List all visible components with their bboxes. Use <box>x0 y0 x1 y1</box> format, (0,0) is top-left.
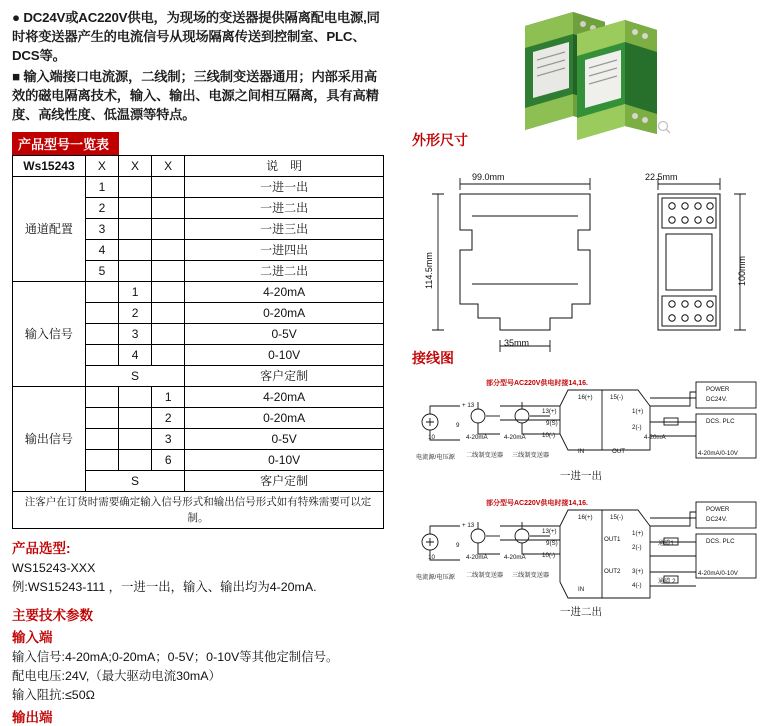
wiring2-source-label: 电流源/电压源 <box>416 574 455 581</box>
selection-heading: 产品选型: <box>12 541 71 556</box>
blank-cell <box>152 282 185 303</box>
blank-cell <box>119 408 152 429</box>
blank-cell <box>85 303 118 324</box>
blank-cell <box>119 240 152 261</box>
product-photo <box>485 4 685 144</box>
header-x3: X <box>152 156 185 177</box>
header-model: Ws15243 <box>13 156 86 177</box>
group-label-output: 输出信号 <box>13 387 86 492</box>
code-cell: 3 <box>152 429 185 450</box>
desc-cell: 二进二出 <box>185 261 384 282</box>
dim-label-width: 99.0mm <box>472 172 505 182</box>
blank-cell <box>152 345 185 366</box>
specs-input-body <box>12 648 400 704</box>
wiring1-term-9: 9(S) <box>546 420 558 427</box>
wiring2-power-value: DC24V. <box>706 516 728 523</box>
desc-cell: 一进三出 <box>185 219 384 240</box>
wiring2-term-9: 9(S) <box>546 540 558 547</box>
wiring2-term-15: 15(-) <box>610 514 624 521</box>
blank-cell <box>152 198 185 219</box>
wiring1-ma: 4-20mA <box>466 434 488 441</box>
selection-body <box>12 559 400 596</box>
selection-line-2: 例:WS15243-111 ，一进一出，输入、输出均为4-20mA. <box>12 580 317 594</box>
wiring2-term-13: 13(+) <box>542 528 557 535</box>
code-cell-s-input: S <box>85 366 184 387</box>
wiring2-term-4: 4(-) <box>632 582 642 589</box>
table-row <box>13 177 384 198</box>
wiring1-out-signal: 4-20mA/0-10V <box>698 450 738 457</box>
blank-cell <box>152 219 185 240</box>
blank-cell <box>119 387 152 408</box>
blank-cell <box>152 177 185 198</box>
dim-label-height-right: 100mm <box>737 255 747 286</box>
code-cell: 1 <box>152 387 185 408</box>
wiring1-pin13: + 13 <box>462 402 475 409</box>
blank-cell <box>119 198 152 219</box>
model-table-title: 产品型号一览表 <box>12 132 119 155</box>
wiring1-power-label: POWER <box>706 386 730 393</box>
specs-input-title: 输入端 <box>12 630 53 645</box>
code-cell: 3 <box>85 219 118 240</box>
intro-paragraph-1: ● DC24V或AC220V供电，为现场的变送器提供隔离配电电源,同时将变送器产生的电流信号从现场隔离传送到控制室、PLC、DCS等。 <box>12 10 380 63</box>
blank-cell <box>85 387 118 408</box>
desc-cell: 一进二出 <box>185 198 384 219</box>
wiring2-term-1: 1(+) <box>632 530 644 537</box>
wiring1-pin10: 10 <box>428 434 435 441</box>
blank-cell <box>119 450 152 471</box>
group-label-channel: 通道配置 <box>13 177 86 282</box>
wiring1-term-13: 13(+) <box>542 408 557 415</box>
code-cell: 2 <box>85 198 118 219</box>
table-row <box>13 282 384 303</box>
blank-cell <box>85 429 118 450</box>
wiring2-power-label: POWER <box>706 506 730 513</box>
wiring2-ma: 4-20mA <box>466 554 488 561</box>
wiring2-out-signal: 4-20mA/0-10V <box>698 570 738 577</box>
product-photo-svg <box>485 4 685 144</box>
dimensions-drawing <box>400 154 773 369</box>
desc-cell: 客户定制 <box>185 366 384 387</box>
wiring2-in-label: IN <box>578 586 585 593</box>
wiring1-in-label: IN <box>578 448 585 455</box>
wiring2-channel2: 通道 2 <box>658 578 676 585</box>
wiring2-dcs-label: DCS. PLC <box>706 538 735 545</box>
intro-paragraph-2: ■ 输入端接口电流源，二线制；三线制变送器通用；内部采用高效的磁电隔离技术，输入、输出、电源之间相互隔离，具有高精度、高线性度、低温漂等特点。 <box>12 69 379 122</box>
blank-cell <box>85 282 118 303</box>
wiring1-term-15: 15(-) <box>610 394 624 401</box>
group-label-input: 输入信号 <box>13 282 86 387</box>
right-column <box>400 0 773 635</box>
wiring1-out-label: OUT <box>612 448 626 455</box>
code-cell: 4 <box>119 345 152 366</box>
wiring-section <box>400 348 773 637</box>
dim-label-height-left: 114.5mm <box>424 252 434 289</box>
wiring2-red-note: 部分型号AC220V供电时接14,16. <box>486 500 588 507</box>
wiring1-term-1: 1(+) <box>632 408 644 415</box>
wiring2-three-wire: 三线制变送器 <box>512 572 550 579</box>
code-cell: 5 <box>85 261 118 282</box>
table-row <box>13 387 384 408</box>
table-note: 注客户在订货时需要确定输入信号形式和输出信号形式如有特殊需要可以定制。 <box>13 492 384 529</box>
wiring2-pin10: 10 <box>428 554 435 561</box>
wiring1-source-label: 电流源/电压源 <box>416 454 455 461</box>
blank-cell <box>85 345 118 366</box>
blank-cell <box>152 261 185 282</box>
desc-cell: 0-5V <box>185 324 384 345</box>
wiring-canvas <box>400 372 773 637</box>
code-cell: 6 <box>152 450 185 471</box>
desc-cell: 客户定制 <box>185 471 384 492</box>
table-header-row <box>13 156 384 177</box>
dimensions-section <box>400 130 773 369</box>
intro-block <box>0 0 400 124</box>
wiring2-term-3: 3(+) <box>632 568 644 575</box>
wiring1-term-2: 2(-) <box>632 424 642 431</box>
selection-line-1: WS15243-XXX <box>12 561 96 575</box>
table-note-row <box>13 492 384 529</box>
wiring1-term-10: 10(-) <box>542 432 556 439</box>
desc-cell: 4-20mA <box>185 282 384 303</box>
blank-cell <box>152 303 185 324</box>
wiring1-pin9: 9 <box>456 422 460 429</box>
wiring1-term-16: 16(+) <box>578 394 593 401</box>
wiring-heading: 接线图 <box>412 350 454 366</box>
code-cell: 4 <box>85 240 118 261</box>
spec-line: 配电电压:24V,（最大驱动电流30mA） <box>12 669 221 683</box>
dim-label-rail: 35mm <box>504 338 530 348</box>
dimensions-heading: 外形尺寸 <box>412 132 468 148</box>
wiring2-out2-label: OUT2 <box>604 568 621 575</box>
specs-heading: 主要技术参数 <box>12 608 93 623</box>
wiring1-red-note: 部分型号AC220V供电时接14,16. <box>486 380 588 387</box>
code-cell: 3 <box>119 324 152 345</box>
desc-cell: 一进四出 <box>185 240 384 261</box>
desc-cell: 0-10V <box>185 345 384 366</box>
header-desc: 说 明 <box>185 156 384 177</box>
wiring2-term-16: 16(+) <box>578 514 593 521</box>
wiring2-term-10: 10(-) <box>542 552 556 559</box>
desc-cell: 4-20mA <box>185 387 384 408</box>
desc-cell: 0-10V <box>185 450 384 471</box>
blank-cell <box>152 324 185 345</box>
wiring1-caption: 一进一出 <box>560 470 602 482</box>
header-x2: X <box>119 156 152 177</box>
wiring2-term-2: 2(-) <box>632 544 642 551</box>
code-cell: 2 <box>119 303 152 324</box>
desc-cell: 一进一出 <box>185 177 384 198</box>
dim-label-depth: 22.5mm <box>645 172 678 182</box>
blank-cell <box>119 177 152 198</box>
blank-cell <box>152 240 185 261</box>
wiring2-channel1: 通道1 <box>658 540 674 547</box>
code-cell: 1 <box>85 177 118 198</box>
dimensions-canvas <box>400 154 773 369</box>
wiring1-ma2: 4-20mA <box>504 434 526 441</box>
blank-cell <box>85 408 118 429</box>
blank-cell <box>119 261 152 282</box>
desc-cell: 0-20mA <box>185 408 384 429</box>
wiring1-two-wire: 二线制变送器 <box>466 452 504 459</box>
wiring1-dcs-label: DCS. PLC <box>706 418 735 425</box>
wiring2-caption: 一进二出 <box>560 606 602 618</box>
blank-cell <box>119 429 152 450</box>
code-cell-s-output: S <box>85 471 184 492</box>
wiring2-out1-label: OUT1 <box>604 536 621 543</box>
blank-cell <box>119 219 152 240</box>
wiring2-pin9: 9 <box>456 542 460 549</box>
wiring2-pin13: + 13 <box>462 522 475 529</box>
wiring2-two-wire: 二线制变送器 <box>466 572 504 579</box>
header-x1: X <box>85 156 118 177</box>
model-table <box>12 155 384 529</box>
desc-cell: 0-20mA <box>185 303 384 324</box>
desc-cell: 0-5V <box>185 429 384 450</box>
wiring1-three-wire: 三线制变送器 <box>512 452 550 459</box>
blank-cell <box>85 324 118 345</box>
code-cell: 2 <box>152 408 185 429</box>
blank-cell <box>85 450 118 471</box>
specs-output-title: 输出端 <box>12 710 53 725</box>
spec-line: 输入信号:4-20mA;0-20mA；0-5V；0-10V等其他定制信号。 <box>12 650 339 664</box>
code-cell: 1 <box>119 282 152 303</box>
spec-line: 输入阻抗:≤50Ω <box>12 688 95 702</box>
wiring1-current-out: 4-20mA <box>644 434 666 441</box>
wiring2-ma2: 4-20mA <box>504 554 526 561</box>
wiring1-power-value: DC24V. <box>706 396 728 403</box>
